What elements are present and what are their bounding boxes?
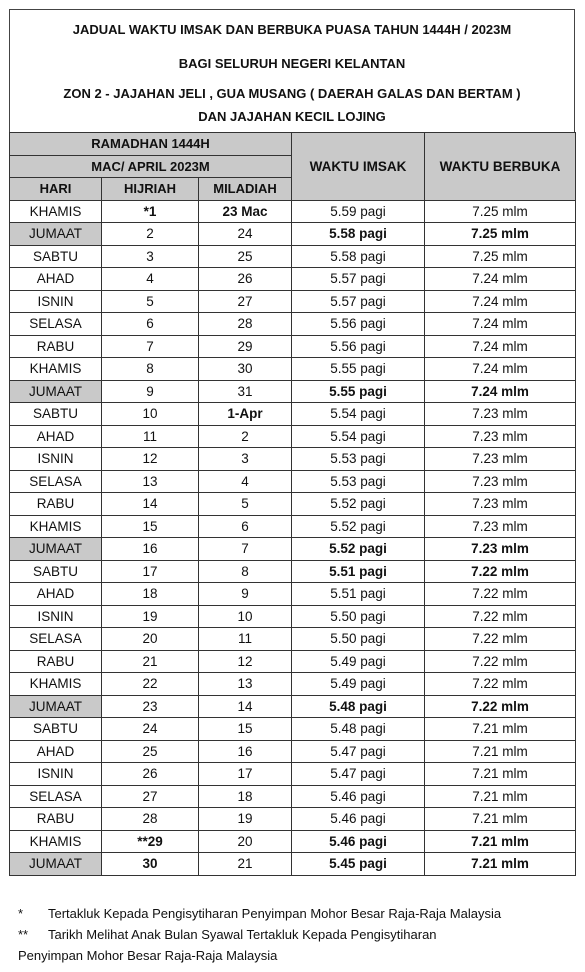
cell-berbuka: 7.23 mlm bbox=[425, 448, 576, 471]
cell-hari: SELASA bbox=[10, 470, 102, 493]
cell-imsak: 5.46 pagi bbox=[292, 785, 425, 808]
cell-imsak: 5.56 pagi bbox=[292, 335, 425, 358]
cell-hari: KHAMIS bbox=[10, 358, 102, 381]
header-greg-month: MAC/ APRIL 2023M bbox=[10, 155, 292, 178]
table-row bbox=[10, 425, 576, 448]
cell-berbuka: 7.23 mlm bbox=[425, 493, 576, 516]
cell-miladiah: 31 bbox=[199, 380, 292, 403]
cell-berbuka: 7.24 mlm bbox=[425, 290, 576, 313]
cell-miladiah: 10 bbox=[199, 605, 292, 628]
timetable-document bbox=[9, 9, 575, 876]
cell-berbuka: 7.23 mlm bbox=[425, 403, 576, 426]
cell-miladiah: 24 bbox=[199, 223, 292, 246]
cell-hijriah: 8 bbox=[102, 358, 199, 381]
cell-hari: SABTU bbox=[10, 560, 102, 583]
cell-hari: SELASA bbox=[10, 313, 102, 336]
cell-hari: ISNIN bbox=[10, 290, 102, 313]
table-row bbox=[10, 830, 576, 853]
cell-miladiah: 2 bbox=[199, 425, 292, 448]
cell-miladiah: 9 bbox=[199, 583, 292, 606]
cell-miladiah: 23 Mac bbox=[199, 200, 292, 223]
cell-hijriah: 9 bbox=[102, 380, 199, 403]
title-block bbox=[9, 9, 575, 132]
table-row bbox=[10, 808, 576, 831]
cell-miladiah: 16 bbox=[199, 740, 292, 763]
cell-imsak: 5.49 pagi bbox=[292, 673, 425, 696]
table-row bbox=[10, 493, 576, 516]
header-miladiah: MILADIAH bbox=[199, 178, 292, 201]
cell-hari: JUMAAT bbox=[10, 223, 102, 246]
cell-hijriah: 17 bbox=[102, 560, 199, 583]
cell-imsak: 5.46 pagi bbox=[292, 830, 425, 853]
cell-imsak: 5.59 pagi bbox=[292, 200, 425, 223]
cell-hari: SELASA bbox=[10, 785, 102, 808]
cell-imsak: 5.53 pagi bbox=[292, 448, 425, 471]
cell-hari: RABU bbox=[10, 808, 102, 831]
timetable bbox=[9, 132, 576, 876]
header-hari: HARI bbox=[10, 178, 102, 201]
cell-imsak: 5.50 pagi bbox=[292, 605, 425, 628]
table-row bbox=[10, 290, 576, 313]
cell-miladiah: 25 bbox=[199, 245, 292, 268]
cell-berbuka: 7.22 mlm bbox=[425, 673, 576, 696]
cell-hijriah: 28 bbox=[102, 808, 199, 831]
table-body bbox=[10, 200, 576, 875]
cell-imsak: 5.54 pagi bbox=[292, 403, 425, 426]
cell-hari: JUMAAT bbox=[10, 538, 102, 561]
footnote-text: Tarikh Melihat Anak Bulan Syawal Tertakluk Kepada Pengisytiharan bbox=[48, 927, 437, 942]
cell-miladiah: 20 bbox=[199, 830, 292, 853]
cell-miladiah: 29 bbox=[199, 335, 292, 358]
cell-hari: AHAD bbox=[10, 425, 102, 448]
cell-hijriah: 24 bbox=[102, 718, 199, 741]
cell-hari: JUMAAT bbox=[10, 695, 102, 718]
table-row bbox=[10, 673, 576, 696]
table-row bbox=[10, 313, 576, 336]
cell-miladiah: 7 bbox=[199, 538, 292, 561]
cell-miladiah: 3 bbox=[199, 448, 292, 471]
table-row bbox=[10, 853, 576, 876]
cell-berbuka: 7.21 mlm bbox=[425, 853, 576, 876]
header-month: RAMADHAN 1444H bbox=[10, 133, 292, 156]
cell-hari: SABTU bbox=[10, 403, 102, 426]
cell-hari: KHAMIS bbox=[10, 200, 102, 223]
header-imsak: WAKTU IMSAK bbox=[292, 133, 425, 201]
cell-hijriah: *1 bbox=[102, 200, 199, 223]
cell-hijriah: 25 bbox=[102, 740, 199, 763]
cell-berbuka: 7.22 mlm bbox=[425, 560, 576, 583]
cell-hari: SABTU bbox=[10, 718, 102, 741]
cell-berbuka: 7.23 mlm bbox=[425, 425, 576, 448]
table-row bbox=[10, 200, 576, 223]
cell-miladiah: 6 bbox=[199, 515, 292, 538]
cell-imsak: 5.48 pagi bbox=[292, 718, 425, 741]
cell-imsak: 5.46 pagi bbox=[292, 808, 425, 831]
cell-miladiah: 27 bbox=[199, 290, 292, 313]
cell-hari: RABU bbox=[10, 493, 102, 516]
cell-imsak: 5.58 pagi bbox=[292, 223, 425, 246]
cell-berbuka: 7.22 mlm bbox=[425, 628, 576, 651]
footnote-mark: * bbox=[18, 906, 24, 921]
footnote-text: Penyimpan Mohor Besar Raja-Raja Malaysia bbox=[18, 948, 278, 963]
title-line-3: ZON 2 - JAJAHAN JELI , GUA MUSANG ( DAERAH GALAS DAN BERTAM ) bbox=[63, 86, 521, 101]
cell-imsak: 5.50 pagi bbox=[292, 628, 425, 651]
table-row bbox=[10, 718, 576, 741]
cell-imsak: 5.57 pagi bbox=[292, 268, 425, 291]
cell-berbuka: 7.21 mlm bbox=[425, 830, 576, 853]
cell-hijriah: 15 bbox=[102, 515, 199, 538]
cell-berbuka: 7.22 mlm bbox=[425, 695, 576, 718]
cell-imsak: 5.52 pagi bbox=[292, 538, 425, 561]
cell-berbuka: 7.25 mlm bbox=[425, 245, 576, 268]
cell-hari: RABU bbox=[10, 650, 102, 673]
cell-hijriah: 20 bbox=[102, 628, 199, 651]
cell-hijriah: 19 bbox=[102, 605, 199, 628]
cell-imsak: 5.51 pagi bbox=[292, 560, 425, 583]
footnote-1 bbox=[18, 903, 578, 924]
cell-imsak: 5.45 pagi bbox=[292, 853, 425, 876]
cell-miladiah: 12 bbox=[199, 650, 292, 673]
cell-hari: JUMAAT bbox=[10, 380, 102, 403]
cell-miladiah: 21 bbox=[199, 853, 292, 876]
cell-berbuka: 7.23 mlm bbox=[425, 470, 576, 493]
cell-imsak: 5.57 pagi bbox=[292, 290, 425, 313]
cell-hijriah: 16 bbox=[102, 538, 199, 561]
cell-miladiah: 17 bbox=[199, 763, 292, 786]
cell-hijriah: 30 bbox=[102, 853, 199, 876]
table-row bbox=[10, 583, 576, 606]
table-row bbox=[10, 560, 576, 583]
header-berbuka: WAKTU BERBUKA bbox=[425, 133, 576, 201]
cell-imsak: 5.55 pagi bbox=[292, 380, 425, 403]
table-row bbox=[10, 245, 576, 268]
cell-imsak: 5.52 pagi bbox=[292, 493, 425, 516]
cell-imsak: 5.53 pagi bbox=[292, 470, 425, 493]
cell-hari: KHAMIS bbox=[10, 515, 102, 538]
cell-berbuka: 7.21 mlm bbox=[425, 718, 576, 741]
cell-imsak: 5.51 pagi bbox=[292, 583, 425, 606]
cell-berbuka: 7.22 mlm bbox=[425, 605, 576, 628]
cell-miladiah: 30 bbox=[199, 358, 292, 381]
cell-berbuka: 7.22 mlm bbox=[425, 583, 576, 606]
header-hijriah: HIJRIAH bbox=[102, 178, 199, 201]
cell-miladiah: 26 bbox=[199, 268, 292, 291]
table-row bbox=[10, 515, 576, 538]
table-row bbox=[10, 403, 576, 426]
cell-berbuka: 7.24 mlm bbox=[425, 268, 576, 291]
cell-miladiah: 4 bbox=[199, 470, 292, 493]
cell-hijriah: 11 bbox=[102, 425, 199, 448]
cell-hari: SELASA bbox=[10, 628, 102, 651]
cell-berbuka: 7.23 mlm bbox=[425, 538, 576, 561]
cell-hari: JUMAAT bbox=[10, 853, 102, 876]
cell-hari: AHAD bbox=[10, 740, 102, 763]
cell-imsak: 5.56 pagi bbox=[292, 313, 425, 336]
cell-imsak: 5.47 pagi bbox=[292, 740, 425, 763]
cell-hijriah: 14 bbox=[102, 493, 199, 516]
footnotes bbox=[18, 903, 578, 966]
cell-hijriah: 13 bbox=[102, 470, 199, 493]
cell-hijriah: 12 bbox=[102, 448, 199, 471]
cell-miladiah: 13 bbox=[199, 673, 292, 696]
cell-hijriah: 18 bbox=[102, 583, 199, 606]
table-row bbox=[10, 740, 576, 763]
table-row bbox=[10, 695, 576, 718]
cell-berbuka: 7.24 mlm bbox=[425, 335, 576, 358]
cell-imsak: 5.48 pagi bbox=[292, 695, 425, 718]
cell-imsak: 5.47 pagi bbox=[292, 763, 425, 786]
cell-berbuka: 7.21 mlm bbox=[425, 740, 576, 763]
cell-imsak: 5.54 pagi bbox=[292, 425, 425, 448]
cell-imsak: 5.58 pagi bbox=[292, 245, 425, 268]
footnote-mark: ** bbox=[18, 927, 29, 942]
cell-hijriah: 26 bbox=[102, 763, 199, 786]
cell-miladiah: 19 bbox=[199, 808, 292, 831]
cell-hari: ISNIN bbox=[10, 448, 102, 471]
cell-berbuka: 7.22 mlm bbox=[425, 650, 576, 673]
cell-miladiah: 14 bbox=[199, 695, 292, 718]
table-header bbox=[10, 133, 576, 201]
table-row bbox=[10, 538, 576, 561]
table-row bbox=[10, 628, 576, 651]
table-row bbox=[10, 358, 576, 381]
cell-berbuka: 7.25 mlm bbox=[425, 223, 576, 246]
cell-hari: RABU bbox=[10, 335, 102, 358]
table-row bbox=[10, 605, 576, 628]
cell-berbuka: 7.23 mlm bbox=[425, 515, 576, 538]
cell-hari: KHAMIS bbox=[10, 673, 102, 696]
cell-hijriah: 3 bbox=[102, 245, 199, 268]
table-row bbox=[10, 380, 576, 403]
table-row bbox=[10, 763, 576, 786]
cell-berbuka: 7.25 mlm bbox=[425, 200, 576, 223]
cell-hijriah: 27 bbox=[102, 785, 199, 808]
cell-hari: AHAD bbox=[10, 268, 102, 291]
footnote-text: Tertakluk Kepada Pengisytiharan Penyimpan Mohor Besar Raja-Raja Malaysia bbox=[48, 906, 502, 921]
cell-miladiah: 28 bbox=[199, 313, 292, 336]
title-line-4: DAN JAJAHAN KECIL LOJING bbox=[198, 109, 386, 124]
table-row bbox=[10, 785, 576, 808]
cell-hijriah: 7 bbox=[102, 335, 199, 358]
cell-berbuka: 7.21 mlm bbox=[425, 785, 576, 808]
cell-miladiah: 8 bbox=[199, 560, 292, 583]
cell-hari: SABTU bbox=[10, 245, 102, 268]
cell-hijriah: 22 bbox=[102, 673, 199, 696]
cell-hijriah: 4 bbox=[102, 268, 199, 291]
cell-hijriah: **29 bbox=[102, 830, 199, 853]
cell-imsak: 5.55 pagi bbox=[292, 358, 425, 381]
cell-hari: AHAD bbox=[10, 583, 102, 606]
table-row bbox=[10, 448, 576, 471]
table-row bbox=[10, 335, 576, 358]
cell-hijriah: 2 bbox=[102, 223, 199, 246]
title-line-2: BAGI SELURUH NEGERI KELANTAN bbox=[178, 56, 406, 71]
cell-hijriah: 21 bbox=[102, 650, 199, 673]
table-row bbox=[10, 223, 576, 246]
cell-miladiah: 1-Apr bbox=[199, 403, 292, 426]
cell-berbuka: 7.21 mlm bbox=[425, 808, 576, 831]
cell-miladiah: 5 bbox=[199, 493, 292, 516]
cell-miladiah: 11 bbox=[199, 628, 292, 651]
cell-berbuka: 7.21 mlm bbox=[425, 763, 576, 786]
cell-hari: KHAMIS bbox=[10, 830, 102, 853]
cell-imsak: 5.52 pagi bbox=[292, 515, 425, 538]
title-line-1: JADUAL WAKTU IMSAK DAN BERBUKA PUASA TAHUN 1444H / 2023M bbox=[72, 22, 512, 37]
cell-hijriah: 6 bbox=[102, 313, 199, 336]
cell-berbuka: 7.24 mlm bbox=[425, 313, 576, 336]
table-row bbox=[10, 268, 576, 291]
cell-hijriah: 23 bbox=[102, 695, 199, 718]
cell-imsak: 5.49 pagi bbox=[292, 650, 425, 673]
cell-miladiah: 18 bbox=[199, 785, 292, 808]
footnote-2-continuation bbox=[18, 945, 578, 966]
cell-berbuka: 7.24 mlm bbox=[425, 380, 576, 403]
cell-hari: ISNIN bbox=[10, 763, 102, 786]
footnote-2 bbox=[18, 924, 578, 945]
cell-hijriah: 5 bbox=[102, 290, 199, 313]
table-row bbox=[10, 470, 576, 493]
table-row bbox=[10, 650, 576, 673]
cell-hijriah: 10 bbox=[102, 403, 199, 426]
cell-berbuka: 7.24 mlm bbox=[425, 358, 576, 381]
cell-hari: ISNIN bbox=[10, 605, 102, 628]
cell-miladiah: 15 bbox=[199, 718, 292, 741]
